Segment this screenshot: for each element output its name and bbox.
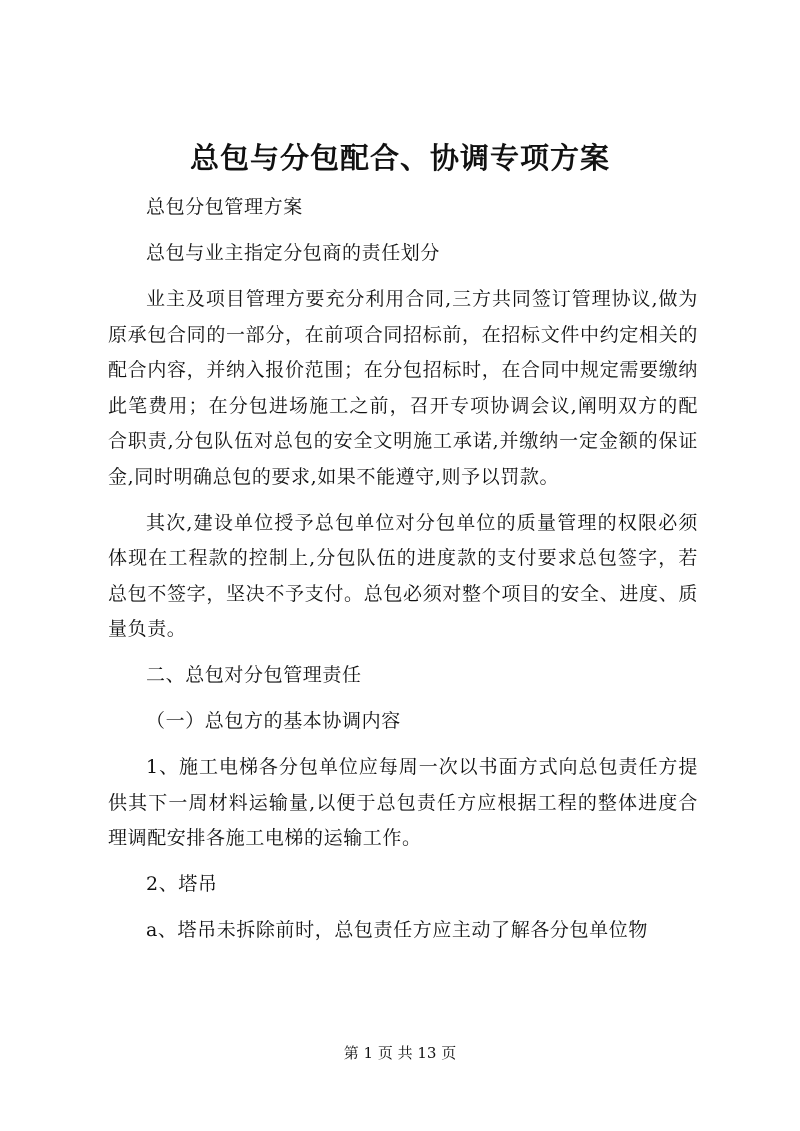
document-body — [108, 190, 698, 959]
subsection-heading: （一）总包方的基本协调内容 — [146, 710, 401, 732]
document-title: 总包与分包配合、协调专项方案 — [189, 141, 610, 175]
section-heading: 二、总包对分包管理责任 — [146, 664, 362, 686]
paragraph: 业主及项目管理方要充分利用合同,三方共同签订管理协议,做为原承包合同的一部分，在前项合同招标前，在招标文件中约定相关的配合内容，并纳入报价范围；在分包招标时，在合同中规定需要缴纳此笔费用；在分包进场施工之前，召开专项协调会议,阐明双方的配合职责,分包队伍对总包的安全文明施工承诺,并缴纳一定金额的保证金,同时明确总包的要求,如果不能遵守,则予以罚款。 — [108, 288, 698, 488]
page-footer: 第 1 页 共 13 页 — [343, 1044, 457, 1062]
paragraph: 其次,建设单位授予总包单位对分包单位的质量管理的权限必须体现在工程款的控制上,分包队伍的进度款的支付要求总包签字，若总包不签字，坚决不予支付。总包必须对整个项目的安全、进度、质量负责。 — [108, 511, 698, 640]
item-heading: 2、塔吊 — [146, 873, 218, 895]
paragraph: a、塔吊未拆除前时，总包责任方应主动了解各分包单位物 — [146, 919, 648, 941]
paragraph: 1、施工电梯各分包单位应每周一次以书面方式向总包责任方提供其下一周材料运输量,以便于总包责任方应根据工程的整体进度合理调配安排各施工电梯的运输工作。 — [108, 756, 698, 849]
paragraph: 总包分包管理方案 — [146, 196, 303, 218]
paragraph: 总包与业主指定分包商的责任划分 — [146, 242, 441, 264]
